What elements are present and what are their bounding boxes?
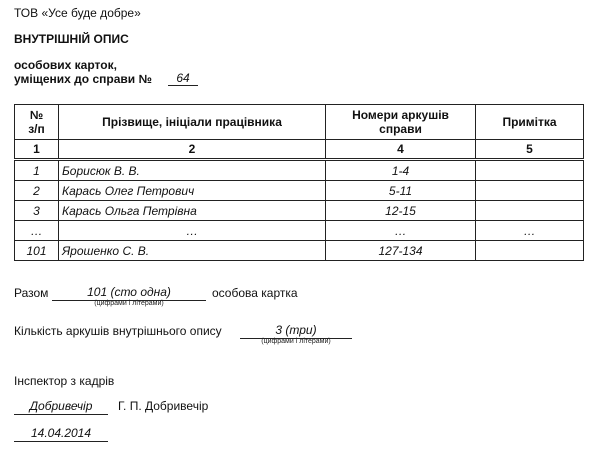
row-note	[476, 241, 584, 261]
column-number: 4	[326, 140, 476, 160]
sheets-value: 3 (три)	[275, 323, 317, 337]
organization-name: ТОВ «Усе буде добре»	[14, 6, 141, 20]
row-note: …	[476, 221, 584, 241]
header-number: № з/п	[15, 105, 59, 140]
column-number: 1	[15, 140, 59, 160]
total-suffix: особова картка	[212, 286, 298, 300]
header-pages: Номери аркушів справи	[326, 105, 476, 140]
header-note: Примітка	[476, 105, 584, 140]
sheets-label: Кількість аркушів внутрішнього опису	[14, 324, 222, 338]
table-row	[15, 221, 584, 241]
inspector-date: 14.04.2014	[30, 426, 92, 440]
subtitle-prefix: уміщених до справи №	[14, 72, 152, 86]
column-number: 2	[59, 140, 326, 160]
case-number: 64	[168, 72, 198, 86]
document-title: ВНУТРІШНІЙ ОПИС	[14, 32, 129, 46]
row-number: 1	[15, 160, 59, 181]
table-row	[15, 201, 584, 221]
row-name: …	[59, 221, 326, 241]
row-note	[476, 160, 584, 181]
total-label: Разом	[14, 286, 49, 300]
row-name: Ярошенко С. В.	[59, 241, 326, 261]
inventory-table	[14, 104, 584, 261]
subtitle-line2	[14, 72, 152, 86]
row-name: Борисюк В. В.	[59, 160, 326, 181]
row-pages: …	[326, 221, 476, 241]
sheets-hint: (цифрами і літерами)	[261, 338, 331, 345]
row-name: Карась Ольга Петрівна	[59, 201, 326, 221]
row-pages: 127-134	[326, 241, 476, 261]
row-pages: 5-11	[326, 181, 476, 201]
inspector-title: Інспектор з кадрів	[14, 374, 115, 388]
row-number: …	[15, 221, 59, 241]
row-number: 101	[15, 241, 59, 261]
row-pages: 1-4	[326, 160, 476, 181]
inspector-name: Г. П. Добривечір	[118, 399, 209, 413]
row-pages: 12-15	[326, 201, 476, 221]
row-name: Карась Олег Петрович	[59, 181, 326, 201]
row-number: 2	[15, 181, 59, 201]
row-number: 3	[15, 201, 59, 221]
table-row	[15, 241, 584, 261]
total-hint: (цифрами і літерами)	[94, 300, 164, 307]
inspector-signature: Добривечір	[29, 399, 93, 413]
table-row	[15, 160, 584, 181]
column-numbers-row	[15, 140, 584, 160]
header-name: Прізвище, ініціали працівника	[59, 105, 326, 140]
row-note	[476, 181, 584, 201]
total-value: 101 (сто одна)	[87, 285, 171, 299]
row-note	[476, 201, 584, 221]
column-number: 5	[476, 140, 584, 160]
subtitle-line1: особових карток,	[14, 58, 117, 72]
table-row	[15, 181, 584, 201]
table-header-row	[15, 105, 584, 140]
